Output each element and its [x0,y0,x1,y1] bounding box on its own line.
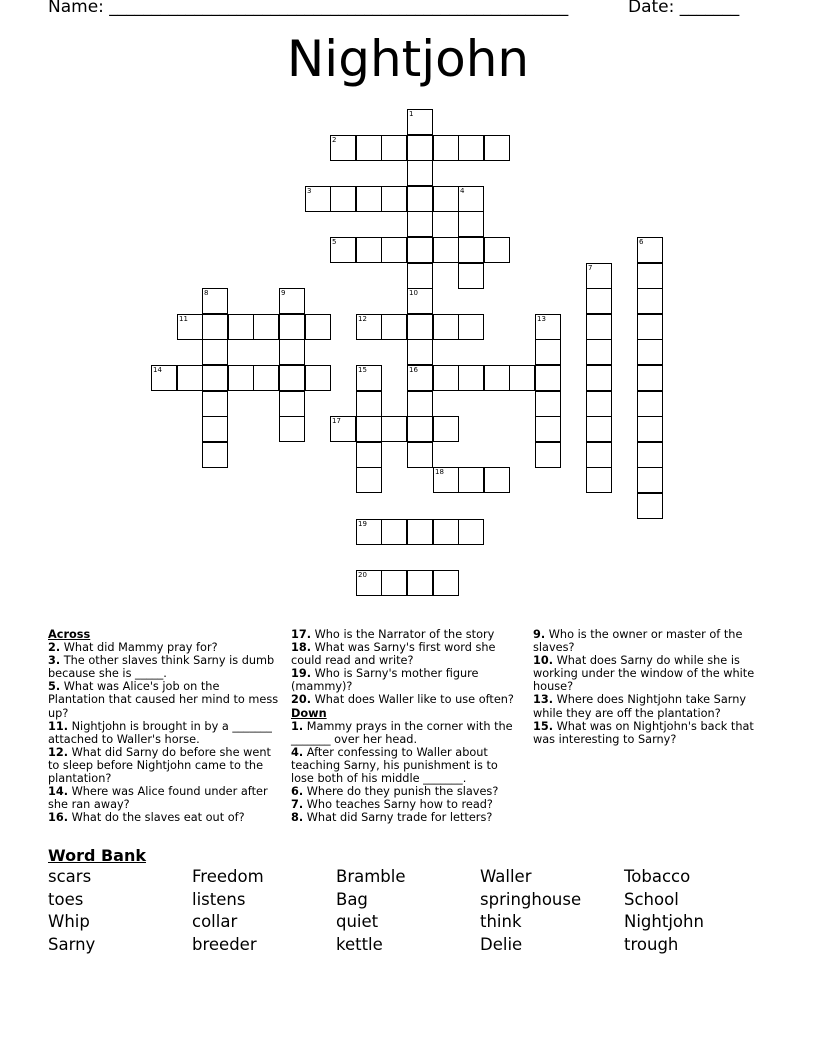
clue-number: 14 [153,366,162,374]
clue-text: Who teaches Sarny how to read? [303,798,493,812]
grid-cell[interactable] [228,314,254,340]
grid-cell[interactable] [433,467,459,493]
clue-number: 8 [204,289,209,297]
grid-cell[interactable] [356,570,382,596]
clue-text: Where do they punish the slaves? [303,785,499,799]
word-bank-item: Whip [48,912,90,931]
clue-number: 10 [409,289,418,297]
grid-cell[interactable] [279,288,305,314]
clue-text: What did Sarny trade for letters? [303,811,493,825]
clue-text: Where was Alice found under after she ran away? [48,785,268,812]
grid-cell[interactable] [253,365,279,391]
clue-num: 19. [291,667,312,681]
word-bank-item: think [480,912,522,931]
clue-num: 18. [291,641,312,655]
grid-cell[interactable] [407,339,433,365]
down-heading: Down [291,706,327,720]
clue-num: 16. [48,811,69,825]
clue-number: 13 [537,315,546,323]
clues-col-1 [48,628,280,824]
grid-cell[interactable] [177,365,203,391]
grid-cell[interactable] [228,365,254,391]
grid-cell[interactable] [458,237,484,263]
grid-cell[interactable] [330,135,356,161]
grid-cell[interactable] [279,365,305,391]
clue [291,746,523,785]
grid-cell[interactable] [407,416,433,442]
grid-cell[interactable] [407,135,433,161]
grid-cell[interactable] [433,314,459,340]
grid-cell[interactable] [535,339,561,365]
grid-cell[interactable] [381,519,407,545]
clue-num: 20. [291,693,312,707]
clue-num: 2. [48,641,61,655]
grid-cell[interactable] [407,160,433,186]
grid-cell[interactable] [535,442,561,468]
grid-cell[interactable] [586,365,612,391]
clue [48,811,280,824]
grid-cell[interactable] [356,442,382,468]
grid-cell[interactable] [356,519,382,545]
grid-cell[interactable] [381,186,407,212]
clue-number: 2 [332,136,337,144]
grid-cell[interactable] [407,237,433,263]
grid-cell[interactable] [586,314,612,340]
clue-text: Where does Nightjohn take Sarny while they are off the plantation? [533,693,747,720]
clue-num: 14. [48,785,69,799]
clue [291,720,523,746]
grid-cell[interactable] [458,467,484,493]
grid-cell[interactable] [458,211,484,237]
word-bank-item: toes [48,889,84,909]
clue [48,641,280,654]
clue-num: 9. [533,628,546,641]
clues-col-2 [291,628,523,824]
grid-cell[interactable] [637,416,663,442]
grid-cell[interactable] [356,186,382,212]
clue-text: After confessing to Waller about teaching Sarny, his punishment is to lose both of his middle _______. [291,745,498,786]
clue-number: 7 [588,264,593,272]
clue-text: What did Mammy pray for? [60,641,218,655]
clue-num: 17. [291,628,312,641]
across-heading: Across [48,628,91,641]
word-bank-item: Nightjohn [624,912,704,931]
word-bank-item: Freedom [192,867,264,886]
word-bank-item: Sarny [48,934,96,954]
grid-cell[interactable] [433,135,459,161]
clue-text: Mammy prays in the corner with the _______ over her head. [291,719,513,746]
grid-cell[interactable] [381,237,407,263]
clue-number: 11 [179,315,188,323]
clue-number: 3 [307,187,312,195]
grid-cell[interactable] [433,570,459,596]
grid-cell[interactable] [637,263,663,289]
clue-number: 1 [409,110,414,118]
grid-cell[interactable] [458,519,484,545]
grid-cell[interactable] [305,186,331,212]
word-bank-item: Bramble [336,867,406,886]
clue [291,641,523,667]
clue [533,628,765,654]
clue [291,811,523,824]
page-title: Nightjohn [286,30,530,88]
clue-number: 20 [358,571,367,579]
grid-cell[interactable] [202,339,228,365]
grid-cell[interactable] [535,416,561,442]
grid-cell[interactable] [381,314,407,340]
clue-number: 5 [332,238,337,246]
grid-cell[interactable] [407,365,433,391]
grid-cell[interactable] [305,314,331,340]
grid-cell[interactable] [484,365,510,391]
date-field[interactable]: Date: _______ [628,0,740,17]
word-bank-item: trough [624,934,679,954]
grid-cell[interactable] [586,263,612,289]
clue [291,693,523,706]
grid-cell[interactable] [330,237,356,263]
grid-cell[interactable] [202,365,228,391]
word-bank-item: breeder [192,934,257,954]
clue-text: What was Sarny's first word she could read and write? [291,641,496,668]
grid-cell[interactable] [407,519,433,545]
name-field[interactable]: Name: ______________________________________________________ [48,0,569,17]
grid-cell[interactable] [586,442,612,468]
grid-cell[interactable] [356,314,382,340]
word-bank-item: collar [192,912,238,931]
grid-cell[interactable] [433,519,459,545]
grid-cell[interactable] [458,263,484,289]
grid-cell[interactable] [637,237,663,263]
grid-cell[interactable] [202,391,228,417]
clue-num: 10. [533,654,554,668]
grid-cell[interactable] [202,288,228,314]
word-bank-item: springhouse [480,889,582,909]
grid-cell[interactable] [279,339,305,365]
word-bank-item: listens [192,889,246,909]
grid-cell[interactable] [356,416,382,442]
grid-cell[interactable] [509,365,535,391]
clue [291,798,523,811]
clue-num: 8. [291,811,304,825]
clue-num: 6. [291,785,304,799]
clue-number: 17 [332,417,341,425]
clue-number: 4 [460,187,465,195]
clue [533,720,765,746]
clue-text: Who is Sarny's mother figure (mammy)? [291,667,479,694]
grid-cell[interactable] [458,365,484,391]
grid-cell[interactable] [586,339,612,365]
clue-text: What does Sarny do while she is working under the window of the white house? [533,654,755,694]
grid-cell[interactable] [586,391,612,417]
clue-number: 12 [358,315,367,323]
grid-cell[interactable] [484,237,510,263]
grid-cell[interactable] [330,416,356,442]
word-bank-item: scars [48,867,92,886]
clue-text: What was Alice's job on the Plantation that caused her mind to mess up? [48,680,279,720]
grid-cell[interactable] [637,365,663,391]
grid-cell[interactable] [586,288,612,314]
grid-cell[interactable] [279,416,305,442]
clue-text: What was on Nightjohn's back that was interesting to Sarny? [533,719,754,746]
grid-cell[interactable] [433,416,459,442]
clue-num: 13. [533,693,554,707]
grid-cell[interactable] [407,186,433,212]
clue-text: Who is the Narrator of the story [311,628,495,641]
clue-num: 15. [533,719,554,733]
grid-cell[interactable] [407,288,433,314]
clue [291,628,523,641]
word-bank-item: Waller [480,867,532,886]
grid-cell[interactable] [637,288,663,314]
grid-cell[interactable] [586,416,612,442]
grid-cell[interactable] [279,314,305,340]
grid-cell[interactable] [407,314,433,340]
word-bank-item: Delie [480,934,523,954]
grid-cell[interactable] [381,416,407,442]
grid-cell[interactable] [177,314,203,340]
word-bank-title: Word Bank [48,846,147,865]
grid-cell[interactable] [356,135,382,161]
clue-num: 5. [48,680,61,694]
grid-cell[interactable] [356,237,382,263]
clue-num: 7. [291,798,304,812]
grid-cell[interactable] [484,467,510,493]
grid-cell[interactable] [253,314,279,340]
clue-num: 4. [291,745,304,759]
clue-number: 15 [358,366,367,374]
clue-text: What did Sarny do before she went to sleep before Nightjohn came to the plantation? [48,745,271,786]
grid-cell[interactable] [433,237,459,263]
grid-cell[interactable] [637,314,663,340]
grid-cell[interactable] [356,365,382,391]
grid-cell[interactable] [202,314,228,340]
clue-num: 11. [48,719,69,733]
grid-cell[interactable] [637,391,663,417]
clue [533,654,765,693]
grid-cell[interactable] [433,365,459,391]
grid-cell[interactable] [407,442,433,468]
clue [48,654,280,680]
clue-num: 3. [48,654,61,668]
word-bank-item: Bag [336,889,368,909]
grid-cell[interactable] [407,263,433,289]
clue-text: What do the slaves eat out of? [68,811,245,825]
clue-text: Who is the owner or master of the slaves? [533,628,743,655]
grid-cell[interactable] [535,391,561,417]
grid-cell[interactable] [381,135,407,161]
clue-number: 16 [409,366,418,374]
word-bank-item: quiet [336,912,379,931]
grid-cell[interactable] [484,135,510,161]
clue-number: 6 [639,238,644,246]
grid-cell[interactable] [330,186,356,212]
clue [48,720,280,746]
clue-num: 1. [291,719,304,733]
clue [291,785,523,798]
grid-cell[interactable] [637,467,663,493]
grid-cell[interactable] [202,442,228,468]
grid-cell[interactable] [407,391,433,417]
grid-cell[interactable] [637,339,663,365]
clue-text: What does Waller like to use often? [311,693,514,707]
clue [48,785,280,811]
grid-cell[interactable] [202,416,228,442]
grid-cell[interactable] [535,365,561,391]
clue [48,746,280,785]
grid-cell[interactable] [586,467,612,493]
clue-text: Nightjohn is brought in by a _______ attached to Waller's horse. [48,719,272,746]
grid-cell[interactable] [151,365,177,391]
clue-text: The other slaves think Sarny is dumb because she is _____. [48,654,275,681]
grid-cell[interactable] [407,109,433,135]
grid-cell[interactable] [279,391,305,417]
clue [533,693,765,719]
clue [48,680,280,719]
word-bank-item: Tobacco [624,867,691,886]
grid-cell[interactable] [458,135,484,161]
grid-cell[interactable] [356,467,382,493]
clue-number: 18 [435,468,444,476]
clue-num: 12. [48,745,69,759]
grid-cell[interactable] [535,314,561,340]
grid-cell[interactable] [381,570,407,596]
grid-cell[interactable] [637,442,663,468]
grid-cell[interactable] [637,493,663,519]
clue-number: 19 [358,520,367,528]
clue-number: 9 [281,289,286,297]
grid-cell[interactable] [356,391,382,417]
grid-cell[interactable] [305,365,331,391]
grid-cell[interactable] [458,314,484,340]
grid-cell[interactable] [433,186,459,212]
clue [291,667,523,693]
word-bank-item: School [624,889,679,909]
grid-cell[interactable] [407,211,433,237]
clues-col-3 [533,628,765,746]
grid-cell[interactable] [407,570,433,596]
word-bank-item: kettle [336,934,383,954]
grid-cell[interactable] [458,186,484,212]
